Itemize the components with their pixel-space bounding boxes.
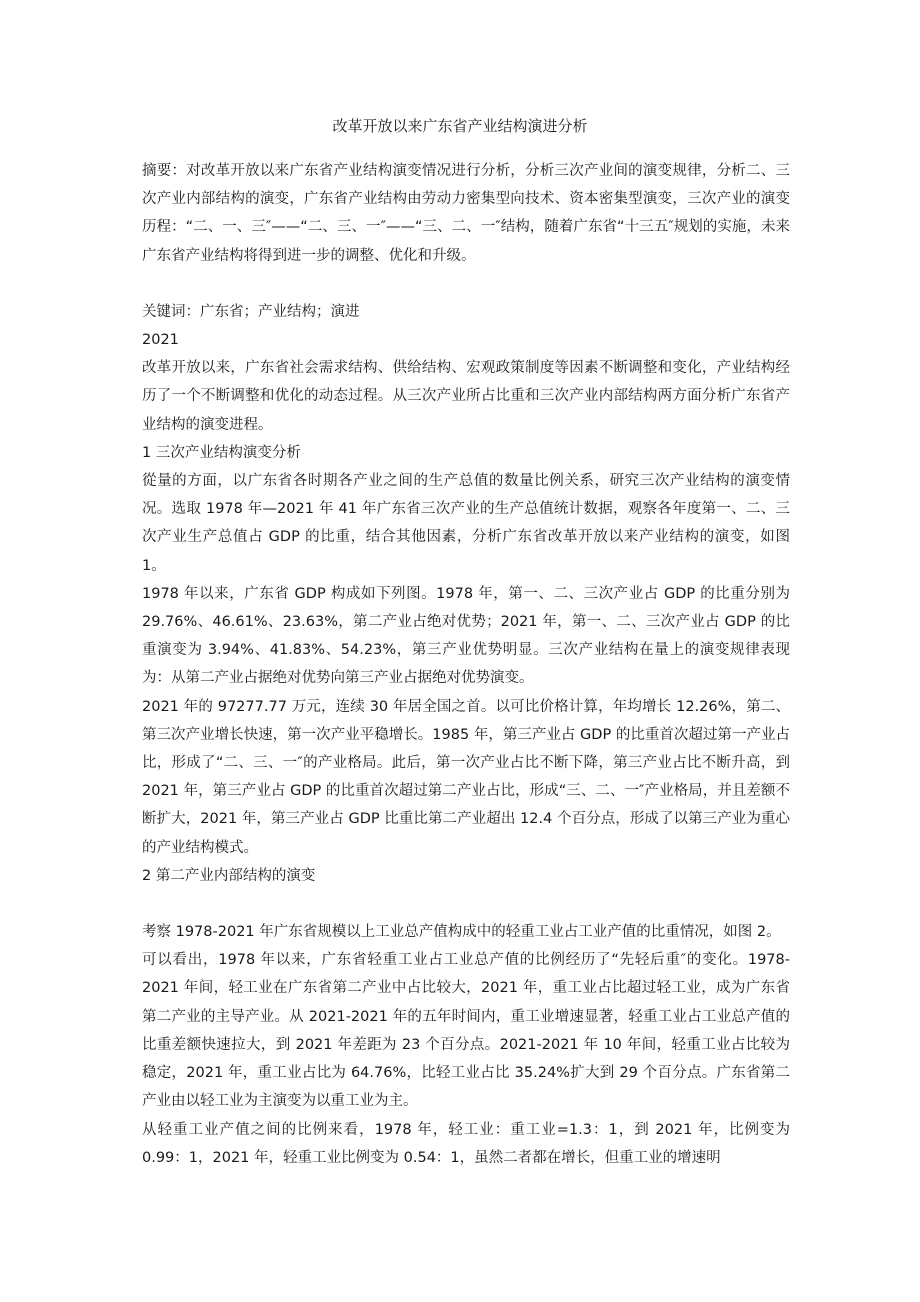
intro-paragraph: 改革开放以来，广东省社会需求结构、供给结构、宏观政策制度等因素不断调整和变化，产业结构经历了一个不断调整和优化的动态过程。从三次产业所占比重和三次产业内部结构两方面分析广东省产业结构的演变进程。 [142, 360, 790, 433]
keywords-line: 关键词：广东省；产业结构；演进 [142, 303, 360, 320]
section-1-paragraph-3: 2021 年的 97277.77 万元，连续 30 年居全国之首。以可比价格计算，年均增长 12.26%，第二、第三次产业增长快速，第一次产业平稳增长。1985 年，第三产业占 GDP 的比重首次超过第一产业占比，形成了“二、三、一″的产业格局。此后，第一次产业占比不断下降，第三产业占比不断升高，到 2021 年，第三产业占 GDP 的比重首次超过第二产业占比，形成“三、二、一″产业格局，并且差额不断扩大，2021 年，第三产业占 GDP 比重比第二产业超出 12.4 个百分点，形成了以第三产业为重心的产业结构模式。 [142, 698, 790, 856]
document-title: 改革开放以来广东省产业结构演进分析 [332, 117, 588, 135]
section-1-paragraph-1: 從量的方面，以广东省各时期各产业之间的生产总值的数量比例关系，研究三次产业结构的演变情况。选取 1978 年—2021 年 41 年广东省三次产业的生产总值统计数据，观察各年度第一、二、三次产业生产总值占 GDP 的比重，结合其他因素，分析广东省改革开放以来产业结构的演变，如图 1。 [142, 473, 790, 574]
abstract-paragraph: 摘要：对改革开放以来广东省产业结构演变情况进行分析，分析三次产业间的演变规律，分析二、三次产业内部结构的演变，广东省产业结构由劳动力密集型向技术、资本密集型演变，三次产业的演变历程：“二、一、三″——“二、三、一″——“三、二、一″结构，随着广东省“十三五″规划的实施，未来广东省产业结构将得到进一步的调整、优化和升级。 [142, 163, 790, 264]
section-1-heading: 1 三次产业结构演变分析 [142, 444, 301, 461]
document-body [142, 157, 790, 1172]
section-2-paragraph-3: 从轻重工业产值之间的比例来看，1978 年，轻工业：重工业=1.3：1，到 2021 年，比例变为 0.99：1，2021 年，轻重工业比例变为 0.54：1，虽然二者都在增长，但重工业的增速明 [142, 1121, 790, 1166]
section-2-paragraph-2: 可以看出，1978 年以来，广东省轻重工业占工业总产值的比例经历了“先轻后重″的变化。1978-2021 年间，轻工业在广东省第二产业中占比较大，2021 年，重工业占比超过轻工业，成为广东省第二产业的主导产业。从 2021-2021 年的五年时间内，重工业增速显著，轻重工业占工业总产值的比重差额快速拉大，到 2021 年差距为 23 个百分点。2021-2021 年 10 年间，轻重工业占比较为稳定，2021 年，重工业占比为 64.76%，比轻工业占比 35.24%扩大到 29 个百分点。广东省第二产业由以轻工业为主演变为以重工业为主。 [142, 952, 790, 1110]
section-1-paragraph-2: 1978 年以来，广东省 GDP 构成如下列图。1978 年，第一、二、三次产业占 GDP 的比重分别为 29.76%、46.61%、23.63%，第二产业占绝对优势；2021 年，第一、二、三次产业占 GDP 的比重演变为 3.94%、41.83%、54.23%，第三产业优势明显。三次产业结构在量上的演变规律表现为：从第二产业占据绝对优势向第三产业占据绝对优势演变。 [142, 585, 790, 687]
year-line: 2021 [142, 332, 179, 349]
section-2-heading: 2 第二产业内部结构的演变 [142, 867, 316, 884]
section-2-paragraph-1: 考察 1978-2021 年广东省规模以上工业总产值构成中的轻重工业占工业产值的比重情况，如图 2。 [142, 924, 781, 941]
